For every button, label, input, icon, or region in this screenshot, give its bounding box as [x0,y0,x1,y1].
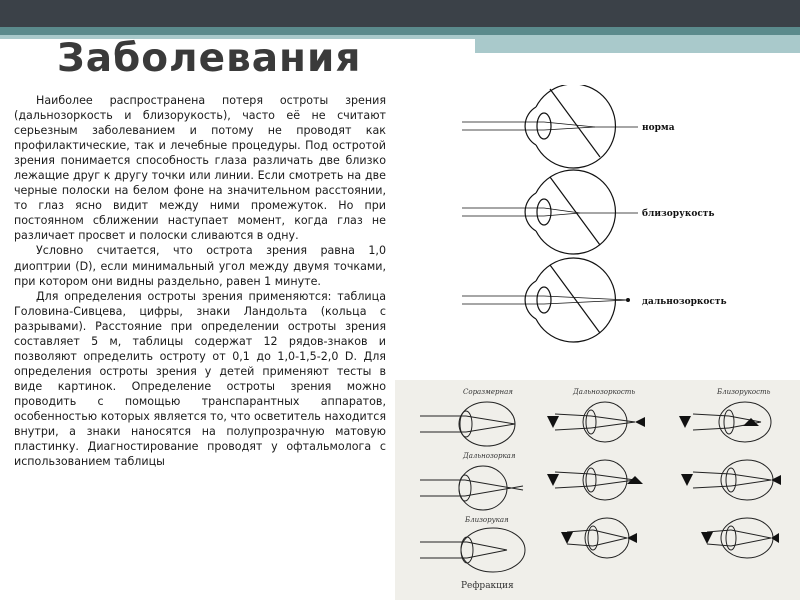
figure-caption: Рефракция [461,581,514,591]
eye-myopic-left [420,528,525,572]
paragraph-acuity-testing: Для определения остроты зрения применяются: таблица Головина-Сивцева, цифры, знаки Ландольта (кольца с разрывами). Расстояние при определении остроты зрения составляет 5 м, таблицы содержат 12 рядов-знаков и позволяют определить остроту от 0,1 до 1,0-1,5-2,0 D. Для определения остроты зрения у детей применяют тесты в виде картинок. Определение остроты зрения можно проводить с помощью транспарантных аппаратов, особенностью которых является то, что осветитель находится внутри, а знаки наносятся на полупрозрачную матовую пластинку. Диагностирование проводят у офтальмолога с использованием таблицы [14,289,386,469]
label-hyperopic-left: Дальнозоркая [463,452,516,460]
eye-myopia-right [575,380,773,558]
triangle-marker [681,474,693,486]
triangle-marker [547,474,559,486]
triangle-marker [679,416,691,428]
triangle-marker [561,532,573,544]
label-emmetropic: Соразмерная [463,388,513,396]
paragraph-intro: Наиболее распространена потеря остроты зрения (дальнозоркость и близорукость), часто её не считают серьезным заболеванием и потому не проводят как профилактические, так и лечебные процедуры. Под остротой зрения понимается способность глаза различать две близко лежащие друг к другу точки или линии. Если смотреть на две черные полоски на белом фоне на значительном расстоянии, то глаз ясно видит между ними промежуток. Но при постоянном сближении наступает момент, когда глаз не различает просвет и полоски сливаются в одну. [14,94,386,243]
label-hyperopia-top: Дальнозоркость [573,388,636,396]
eye-hyperopic-left [420,466,523,510]
triangle-marker [627,476,643,484]
refraction-drawing [395,380,800,600]
eye-normal [462,85,638,168]
triangle-marker [701,532,713,544]
label-myopic-left: Близорукая [465,516,509,524]
paragraph-acuity-definition: Условно считается, что острота зрения равна 1,0 диоптрии (D), если минимальный угол между двумя точками, при котором они видны раздельно, равен 1 минуте. [14,244,386,288]
triangle-marker [547,416,559,428]
triangle-marker [635,417,645,427]
eye-myopia [462,170,638,254]
label-myopia: близорукость [642,209,715,219]
slide-title: Заболевания [57,36,362,81]
header-bar-right-block [475,35,800,53]
label-hyperopia: дальнозоркость [642,297,727,307]
eye-hyperopia [462,258,628,342]
eye-refraction-diagram [460,85,800,355]
header-bar-teal [0,27,800,35]
label-normal: норма [642,123,675,133]
label-myopia-top: Близорукость [717,388,771,396]
refraction-figure [395,380,800,600]
body-text [14,93,386,469]
focal-point [626,298,630,302]
eye-emmetropic [420,402,515,446]
header-bar-dark [0,0,800,27]
